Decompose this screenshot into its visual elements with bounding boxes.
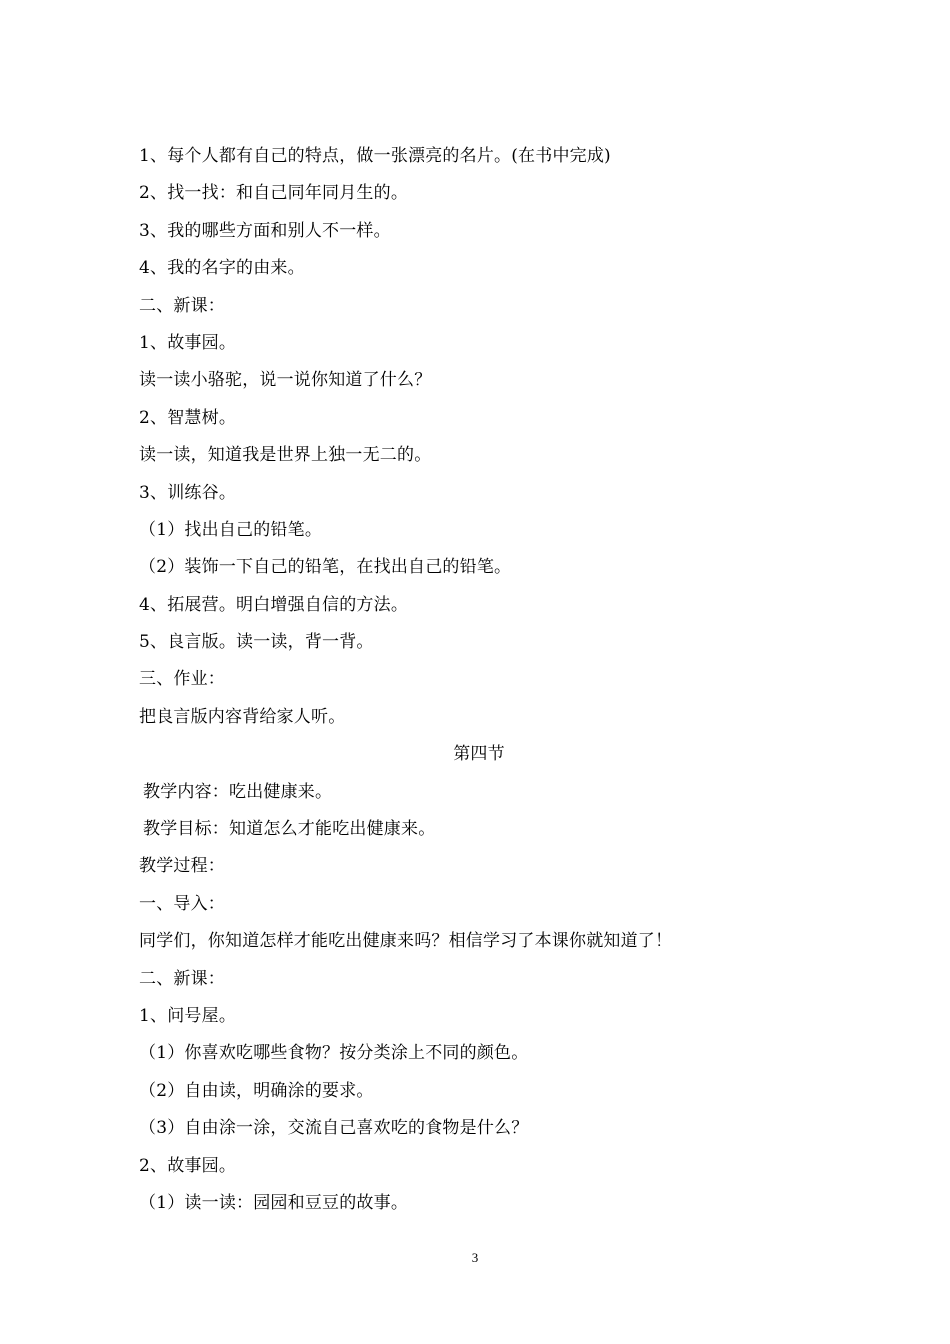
text-line: 把良言版内容背给家人听。 [139,706,346,727]
text-line: 4、拓展营。明白增强自信的方法。 [139,594,409,615]
text-line: 2、找一找：和自己同年同月生的。 [139,183,409,204]
text-line: 教学过程： [139,856,225,877]
text-line: 5、良言版。读一读，背一背。 [139,632,374,653]
text-line: （2）自由读，明确涂的要求。 [139,1080,374,1101]
text-line: 2、智慧树。 [139,407,237,428]
section-heading: 二、新课： [139,295,225,316]
text-line: 同学们，你知道怎样才能吃出健康来吗？相信学习了本课你就知道了！ [139,931,673,952]
text-line: （1）你喜欢吃哪些食物？按分类涂上不同的颜色。 [139,1043,529,1064]
section-heading: 三、作业： [139,669,225,690]
text-line: 1、每个人都有自己的特点，做一张漂亮的名片。(在书中完成) [139,146,611,166]
text-line: 3、我的哪些方面和别人不一样。 [139,220,391,241]
text-line: 教学内容：吃出健康来。 [143,781,333,802]
text-line: 1、问号屋。 [139,1005,237,1026]
text-line: 读一读小骆驼，说一说你知道了什么？ [139,370,432,391]
text-line: 教学目标：知道怎么才能吃出健康来。 [143,819,436,840]
text-line: 4、我的名字的由来。 [139,258,305,279]
text-line: （1）找出自己的铅笔。 [139,519,323,540]
text-line: 3、训练谷。 [139,482,237,503]
section-heading: 二、新课： [139,968,225,989]
page-number: 3 [471,1250,479,1265]
text-line: （3）自由涂一涂，交流自己喜欢吃的食物是什么？ [139,1118,529,1139]
text-line: 1、故事园。 [139,332,237,353]
text-line: 读一读，知道我是世界上独一无二的。 [139,445,432,466]
text-line: （1）读一读：园园和豆豆的故事。 [139,1192,409,1213]
text-line: 2、故事园。 [139,1155,237,1176]
lesson-title: 第四节 [453,744,505,765]
text-line: （2）装饰一下自己的铅笔，在找出自己的铅笔。 [139,557,512,578]
document-body [139,138,819,1222]
section-heading: 一、导入： [139,893,225,914]
